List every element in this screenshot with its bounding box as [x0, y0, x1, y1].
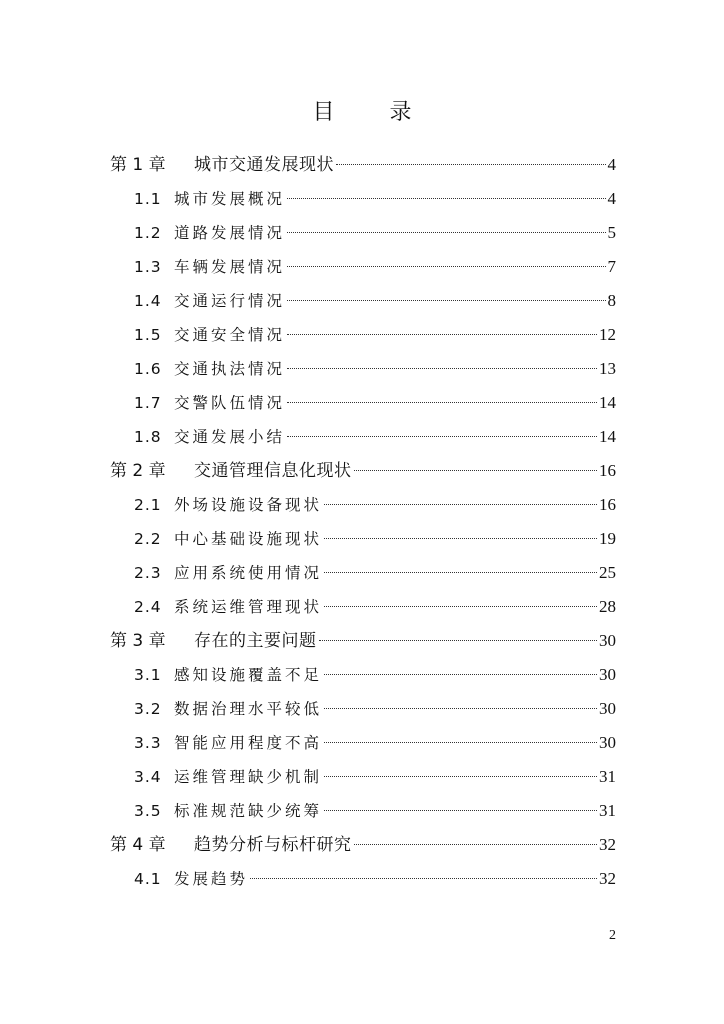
entry-page-number: 32 — [599, 835, 616, 854]
dot-leader — [336, 164, 606, 165]
toc-section-entry[interactable] — [134, 527, 616, 551]
entry-number: 1.2 — [134, 224, 162, 242]
entry-page-number: 30 — [599, 699, 616, 718]
entry-page-number: 12 — [599, 325, 616, 344]
toc-section-entry[interactable] — [134, 561, 616, 585]
entry-title: 交通管理信息化现状 — [194, 461, 352, 481]
toc-section-entry[interactable] — [134, 765, 616, 789]
toc-section-entry[interactable] — [134, 867, 616, 891]
entry-number: 2.4 — [134, 598, 162, 616]
toc-section-entry[interactable] — [134, 255, 616, 279]
entry-number: 2.1 — [134, 496, 162, 514]
toc-section-entry[interactable] — [134, 425, 616, 449]
dot-leader — [287, 334, 597, 335]
entry-number: 第 1 章 — [110, 155, 166, 175]
entry-page-number: 7 — [607, 257, 616, 276]
entry-title: 城市发展概况 — [174, 190, 286, 208]
entry-page-number: 4 — [607, 155, 616, 174]
entry-title: 道路发展情况 — [174, 224, 286, 242]
entry-page-number: 8 — [607, 291, 616, 310]
entry-title: 发展趋势 — [174, 870, 249, 888]
entry-title: 标准规范缺少统筹 — [174, 802, 323, 820]
entry-title: 交警队伍情况 — [174, 394, 286, 412]
entry-page-number: 14 — [599, 427, 616, 446]
toc-section-entry[interactable] — [134, 187, 616, 211]
entry-title: 交通安全情况 — [174, 326, 286, 344]
toc-chapter-entry[interactable] — [110, 153, 616, 177]
entry-number: 2.3 — [134, 564, 162, 582]
dot-leader — [287, 300, 605, 301]
dot-leader — [287, 232, 605, 233]
entry-title: 存在的主要问题 — [194, 631, 317, 651]
dot-leader — [324, 674, 597, 675]
dot-leader — [287, 198, 605, 199]
dot-leader — [324, 504, 597, 505]
dot-leader — [287, 368, 597, 369]
toc-chapter-entry[interactable] — [110, 629, 616, 653]
entry-number: 3.3 — [134, 734, 162, 752]
entry-number: 1.5 — [134, 326, 162, 344]
entry-page-number: 4 — [607, 189, 616, 208]
entry-number: 3.2 — [134, 700, 162, 718]
entry-number: 3.5 — [134, 802, 162, 820]
dot-leader — [287, 266, 605, 267]
entry-number: 4.1 — [134, 870, 162, 888]
entry-page-number: 30 — [599, 733, 616, 752]
toc-section-entry[interactable] — [134, 323, 616, 347]
entry-title: 系统运维管理现状 — [174, 598, 323, 616]
entry-page-number: 19 — [599, 529, 616, 548]
entry-page-number: 28 — [599, 597, 616, 616]
entry-title: 数据治理水平较低 — [174, 700, 323, 718]
dot-leader — [354, 844, 598, 845]
toc-section-entry[interactable] — [134, 799, 616, 823]
toc-chapter-entry[interactable] — [110, 833, 616, 857]
entry-page-number: 13 — [599, 359, 616, 378]
entry-number: 2.2 — [134, 530, 162, 548]
entry-number: 1.4 — [134, 292, 162, 310]
entry-page-number: 25 — [599, 563, 616, 582]
dot-leader — [324, 810, 597, 811]
entry-number: 3.1 — [134, 666, 162, 684]
entry-page-number: 32 — [599, 869, 616, 888]
dot-leader — [319, 640, 598, 641]
dot-leader — [324, 606, 597, 607]
toc-section-entry[interactable] — [134, 391, 616, 415]
entry-title: 智能应用程度不高 — [174, 734, 323, 752]
dot-leader — [324, 776, 597, 777]
toc-chapter-entry[interactable] — [110, 459, 616, 483]
entry-page-number: 31 — [599, 801, 616, 820]
dot-leader — [324, 708, 597, 709]
entry-page-number: 30 — [599, 631, 616, 650]
page-number: 2 — [609, 928, 616, 943]
dot-leader — [324, 538, 597, 539]
toc-section-entry[interactable] — [134, 663, 616, 687]
dot-leader — [354, 470, 598, 471]
dot-leader — [287, 436, 597, 437]
toc-section-entry[interactable] — [134, 221, 616, 245]
entry-title: 城市交通发展现状 — [194, 155, 334, 175]
entry-number: 1.8 — [134, 428, 162, 446]
entry-page-number: 16 — [599, 461, 616, 480]
entry-page-number: 14 — [599, 393, 616, 412]
entry-number: 3.4 — [134, 768, 162, 786]
entry-number: 第 2 章 — [110, 461, 166, 481]
entry-number: 第 3 章 — [110, 631, 166, 651]
entry-page-number: 31 — [599, 767, 616, 786]
toc-section-entry[interactable] — [134, 493, 616, 517]
entry-number: 1.6 — [134, 360, 162, 378]
entry-number: 1.7 — [134, 394, 162, 412]
entry-title: 交通发展小结 — [174, 428, 286, 446]
dot-leader — [324, 572, 597, 573]
entry-number: 第 4 章 — [110, 835, 166, 855]
entry-title: 中心基础设施现状 — [174, 530, 323, 548]
entry-number: 1.1 — [134, 190, 162, 208]
dot-leader — [324, 742, 597, 743]
toc-section-entry[interactable] — [134, 357, 616, 381]
toc-section-entry[interactable] — [134, 289, 616, 313]
dot-leader — [250, 878, 597, 879]
entry-title: 外场设施设备现状 — [174, 496, 323, 514]
entry-page-number: 5 — [607, 223, 616, 242]
entry-title: 车辆发展情况 — [174, 258, 286, 276]
dot-leader — [287, 402, 597, 403]
entry-title: 交通执法情况 — [174, 360, 286, 378]
entry-title: 趋势分析与标杆研究 — [194, 835, 352, 855]
entry-page-number: 30 — [599, 665, 616, 684]
entry-title: 运维管理缺少机制 — [174, 768, 323, 786]
entry-page-number: 16 — [599, 495, 616, 514]
toc-section-entry[interactable] — [134, 595, 616, 619]
entry-number: 1.3 — [134, 258, 162, 276]
entry-title: 应用系统使用情况 — [174, 564, 323, 582]
toc-section-entry[interactable] — [134, 697, 616, 721]
toc-section-entry[interactable] — [134, 731, 616, 755]
entry-title: 感知设施覆盖不足 — [174, 666, 323, 684]
entry-title: 交通运行情况 — [174, 292, 286, 310]
toc-title: 目 录 — [312, 100, 436, 125]
